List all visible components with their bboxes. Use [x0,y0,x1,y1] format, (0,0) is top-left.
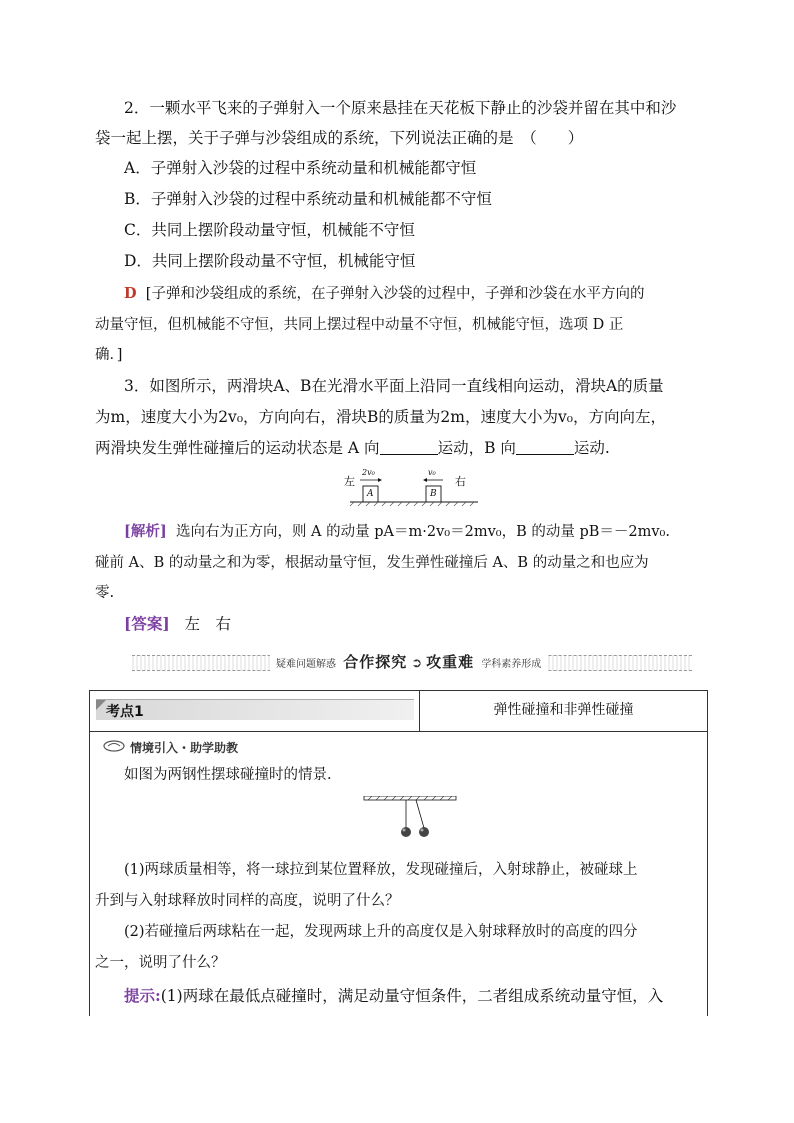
scene-label: 情境引入・助学助教 [130,741,239,755]
figure-right-label: 右 [455,475,466,488]
q2-explanation-line1 [124,284,644,304]
answer-text: 左 右 [184,615,231,633]
banner-title-a: 合作探究 [343,653,408,671]
question-2-line2: 之一，说明了什么？ [95,955,226,971]
topic-title: 弹性碰撞和非弹性碰撞 [493,702,634,718]
q3-analysis-line1 [124,522,670,542]
banner-right-small: 学科素养形成 [481,659,542,670]
q3-line3-c: 运动. [573,439,610,457]
collision-diagram [340,468,490,508]
banner-title-b: 攻重难 [426,653,475,671]
banner-arrow-icon: ➲ [411,656,423,671]
scene-intro: 如图为两钢性摆球碰撞时的情景. [124,767,332,783]
q2-explain-text1: [子弹和沙袋组成的系统，在子弹射入沙袋的过程中，子弹和沙袋在水平方向的 [145,286,645,302]
pendulum-figure [360,796,460,838]
q3-line3-b: 运动，B 向 [437,439,516,457]
tab-notch-icon [96,700,106,710]
hint-text: (1)两球在最低点碰撞时，满足动量守恒条件，二者组成系统动量守恒，入 [160,987,664,1005]
q3-line2: 为m，速度大小为2v₀，方向向右，滑块B的质量为2m，速度大小为v₀，方向向左， [95,408,666,426]
question-2-line1: (2)若碰撞后两球粘在一起，发现两球上升的高度仅是入射球释放时的高度的四分 [124,924,638,940]
q2-stem-line1: 2．一颗水平飞来的子弹射入一个原来悬挂在天花板下静止的沙袋并留在其中和沙 [124,99,677,117]
kaodian-label: 考点1 [106,704,144,720]
collision-figure [340,468,490,508]
q3-analysis-line2: 碰前 A、B 的动量之和为零，根据动量守恒，发生弹性碰撞后 A、B 的动量之和也应为 [95,555,649,571]
q3-analysis-line3: 零. [95,585,115,601]
figure-left-label: 左 [344,475,355,488]
q3-line3-a: 两滑块发生弹性碰撞后的运动状态是 A 向 [95,439,380,457]
answer-tag: [答案] [124,614,170,633]
analysis-text1: 选向右为正方向，则 A 的动量 pA＝m·2v₀＝2mv₀，B 的动量 pB＝－2mv₀. [175,524,670,540]
velocity-b-label: v₀ [428,468,436,477]
analysis-tag: [解析] [124,523,167,540]
banner-left-small: 疑难问题解惑 [276,659,336,670]
answer-blank-b [516,440,574,455]
table-header [90,691,707,732]
q3-line1: 3．如图所示，两滑块A、B在光滑水平面上沿同一直线相向运动，滑块A的质量 [124,377,664,395]
q2-stem-line2: 袋一起上摆，关于子弹与沙袋组成的系统，下列说法正确的是 （ ） [95,129,584,147]
answer-blank-a [380,440,438,455]
block-b-label: B [430,489,437,499]
q3-line3 [95,438,610,458]
velocity-a-label: 2v₀ [362,468,375,477]
q2-answer-letter: D [124,285,137,302]
block-a-label: A [367,489,374,499]
scene-cloud-icon [102,739,126,753]
q2-explanation-line2: 动量守恒，但机械能不守恒，共同上摆过程中动量不守恒，机械能守恒，选项 D 正 [95,317,624,333]
hint-line [124,986,663,1006]
q2-option-c: C．共同上摆阶段动量守恒，机械能不守恒 [124,221,415,239]
q2-option-b: B．子弹射入沙袋的过程中系统动量和机械能都不守恒 [124,190,492,208]
q2-explanation-line3: 确．] [95,347,123,363]
question-1-line2: 升到与入射球释放时同样的高度，说明了什么？ [95,893,400,909]
q2-option-a: A．子弹射入沙袋的过程中系统动量和机械能都守恒 [124,159,477,177]
kaodian-tab [96,699,414,720]
hint-tag: 提示: [124,986,161,1005]
question-1-line1: (1)两球质量相等，将一球拉到某位置释放，发现碰撞后，入射球静止，被碰球上 [124,862,638,878]
section-banner [270,651,547,672]
q3-answer-line [124,614,231,634]
q2-option-d: D．共同上摆阶段动量不守恒，机械能守恒 [124,252,416,270]
